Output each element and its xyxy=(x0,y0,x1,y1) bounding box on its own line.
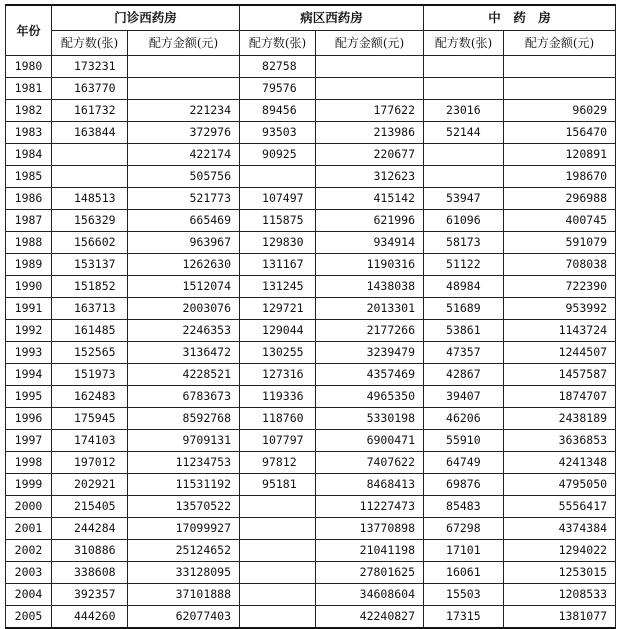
chinese-amount-cell: 198670 xyxy=(504,166,616,188)
chinese-amount-cell: 5556417 xyxy=(504,496,616,518)
table-header xyxy=(6,5,616,56)
year-cell: 1987 xyxy=(6,210,52,232)
ward-count-cell: 79576 xyxy=(240,78,316,100)
year-cell: 1989 xyxy=(6,254,52,276)
outpatient-amount-cell: 62077403 xyxy=(128,606,240,629)
outpatient-count-cell: 161732 xyxy=(52,100,128,122)
ward-amount-cell: 2177266 xyxy=(316,320,424,342)
chinese-amount-cell xyxy=(504,56,616,78)
year-cell: 1993 xyxy=(6,342,52,364)
outpatient-count-cell: 156329 xyxy=(52,210,128,232)
chinese-count-cell: 23016 xyxy=(424,100,504,122)
subheader-prescription-amount: 配方金额(元) xyxy=(128,31,240,56)
table-row xyxy=(6,474,616,496)
outpatient-amount-cell: 505756 xyxy=(128,166,240,188)
table-row xyxy=(6,232,616,254)
table-row xyxy=(6,364,616,386)
ward-amount-cell: 11227473 xyxy=(316,496,424,518)
outpatient-amount-cell: 9709131 xyxy=(128,430,240,452)
outpatient-amount-cell: 6783673 xyxy=(128,386,240,408)
outpatient-amount-cell: 221234 xyxy=(128,100,240,122)
chinese-amount-cell: 120891 xyxy=(504,144,616,166)
ward-amount-cell: 34608604 xyxy=(316,584,424,606)
table-row xyxy=(6,188,616,210)
outpatient-amount-cell: 372976 xyxy=(128,122,240,144)
chinese-amount-cell: 1294022 xyxy=(504,540,616,562)
outpatient-amount-cell: 422174 xyxy=(128,144,240,166)
outpatient-count-cell: 156602 xyxy=(52,232,128,254)
subheader-prescription-count: 配方数(张) xyxy=(52,31,128,56)
chinese-count-cell: 69876 xyxy=(424,474,504,496)
outpatient-count-cell: 202921 xyxy=(52,474,128,496)
ward-amount-cell: 934914 xyxy=(316,232,424,254)
chinese-amount-cell: 1244507 xyxy=(504,342,616,364)
subheader-prescription-amount: 配方金额(元) xyxy=(504,31,616,56)
table-row xyxy=(6,430,616,452)
outpatient-count-cell: 392357 xyxy=(52,584,128,606)
chinese-amount-cell: 296988 xyxy=(504,188,616,210)
year-cell: 2005 xyxy=(6,606,52,629)
chinese-count-cell: 58173 xyxy=(424,232,504,254)
outpatient-count-cell: 444260 xyxy=(52,606,128,629)
table-row xyxy=(6,342,616,364)
outpatient-amount-cell: 1512074 xyxy=(128,276,240,298)
chinese-amount-cell: 1457587 xyxy=(504,364,616,386)
year-cell: 1997 xyxy=(6,430,52,452)
outpatient-amount-cell: 963967 xyxy=(128,232,240,254)
chinese-amount-cell: 3636853 xyxy=(504,430,616,452)
chinese-amount-cell: 2438189 xyxy=(504,408,616,430)
outpatient-count-cell: 175945 xyxy=(52,408,128,430)
outpatient-amount-cell: 1262630 xyxy=(128,254,240,276)
ward-count-cell: 107497 xyxy=(240,188,316,210)
ward-amount-cell: 42240827 xyxy=(316,606,424,629)
outpatient-amount-cell: 2003076 xyxy=(128,298,240,320)
chinese-amount-cell: 708038 xyxy=(504,254,616,276)
outpatient-amount-cell: 521773 xyxy=(128,188,240,210)
outpatient-count-cell: 151973 xyxy=(52,364,128,386)
chinese-count-cell: 16061 xyxy=(424,562,504,584)
chinese-count-cell: 51689 xyxy=(424,298,504,320)
chinese-count-cell: 52144 xyxy=(424,122,504,144)
outpatient-count-cell: 244284 xyxy=(52,518,128,540)
ward-amount-cell: 6900471 xyxy=(316,430,424,452)
table-row xyxy=(6,320,616,342)
chinese-count-cell: 47357 xyxy=(424,342,504,364)
subheader-prescription-amount: 配方金额(元) xyxy=(316,31,424,56)
chinese-count-cell: 85483 xyxy=(424,496,504,518)
year-cell: 1995 xyxy=(6,386,52,408)
chinese-amount-cell: 4374384 xyxy=(504,518,616,540)
outpatient-amount-cell: 11531192 xyxy=(128,474,240,496)
group-header-chinese-medicine-pharmacy: 中 药 房 xyxy=(424,5,616,31)
ward-count-cell: 107797 xyxy=(240,430,316,452)
ward-count-cell: 131167 xyxy=(240,254,316,276)
chinese-count-cell xyxy=(424,78,504,100)
year-cell: 1991 xyxy=(6,298,52,320)
chinese-count-cell: 17315 xyxy=(424,606,504,629)
table-row xyxy=(6,386,616,408)
outpatient-count-cell xyxy=(52,166,128,188)
ward-count-cell: 90925 xyxy=(240,144,316,166)
prescription-statistics-table xyxy=(5,4,616,629)
ward-count-cell: 130255 xyxy=(240,342,316,364)
chinese-count-cell: 67298 xyxy=(424,518,504,540)
year-cell: 1990 xyxy=(6,276,52,298)
ward-amount-cell: 8468413 xyxy=(316,474,424,496)
chinese-amount-cell: 591079 xyxy=(504,232,616,254)
outpatient-count-cell: 161485 xyxy=(52,320,128,342)
table-row xyxy=(6,518,616,540)
ward-count-cell xyxy=(240,562,316,584)
group-header-outpatient-western-pharmacy: 门诊西药房 xyxy=(52,5,240,31)
chinese-count-cell: 46206 xyxy=(424,408,504,430)
year-cell: 2004 xyxy=(6,584,52,606)
chinese-amount-cell: 1208533 xyxy=(504,584,616,606)
subheader-prescription-count: 配方数(张) xyxy=(424,31,504,56)
outpatient-count-cell: 215405 xyxy=(52,496,128,518)
table-row xyxy=(6,452,616,474)
year-cell: 1982 xyxy=(6,100,52,122)
chinese-count-cell: 64749 xyxy=(424,452,504,474)
ward-amount-cell xyxy=(316,78,424,100)
chinese-count-cell: 15503 xyxy=(424,584,504,606)
ward-amount-cell: 3239479 xyxy=(316,342,424,364)
chinese-amount-cell: 1874707 xyxy=(504,386,616,408)
year-cell: 1994 xyxy=(6,364,52,386)
ward-count-cell: 89456 xyxy=(240,100,316,122)
chinese-count-cell xyxy=(424,166,504,188)
table-row xyxy=(6,56,616,78)
year-cell: 2000 xyxy=(6,496,52,518)
outpatient-amount-cell xyxy=(128,78,240,100)
outpatient-amount-cell: 8592768 xyxy=(128,408,240,430)
ward-amount-cell: 415142 xyxy=(316,188,424,210)
ward-amount-cell: 213986 xyxy=(316,122,424,144)
chinese-count-cell: 42867 xyxy=(424,364,504,386)
table-row xyxy=(6,298,616,320)
ward-count-cell xyxy=(240,496,316,518)
table-row xyxy=(6,584,616,606)
chinese-amount-cell: 156470 xyxy=(504,122,616,144)
outpatient-amount-cell xyxy=(128,56,240,78)
chinese-amount-cell: 1381077 xyxy=(504,606,616,629)
chinese-amount-cell: 4795050 xyxy=(504,474,616,496)
table-row xyxy=(6,540,616,562)
outpatient-count-cell xyxy=(52,144,128,166)
subheader-prescription-count: 配方数(张) xyxy=(240,31,316,56)
ward-amount-cell: 621996 xyxy=(316,210,424,232)
outpatient-count-cell: 338608 xyxy=(52,562,128,584)
outpatient-amount-cell: 11234753 xyxy=(128,452,240,474)
outpatient-amount-cell: 33128095 xyxy=(128,562,240,584)
ward-amount-cell: 21041198 xyxy=(316,540,424,562)
chinese-count-cell xyxy=(424,56,504,78)
outpatient-count-cell: 174103 xyxy=(52,430,128,452)
ward-count-cell xyxy=(240,518,316,540)
outpatient-count-cell: 148513 xyxy=(52,188,128,210)
chinese-amount-cell xyxy=(504,78,616,100)
outpatient-amount-cell: 665469 xyxy=(128,210,240,232)
header-row-subcolumns xyxy=(6,31,616,56)
year-cell: 1986 xyxy=(6,188,52,210)
chinese-count-cell: 17101 xyxy=(424,540,504,562)
ward-count-cell xyxy=(240,584,316,606)
year-cell: 1981 xyxy=(6,78,52,100)
ward-count-cell: 97812 xyxy=(240,452,316,474)
year-cell: 1984 xyxy=(6,144,52,166)
outpatient-count-cell: 162483 xyxy=(52,386,128,408)
chinese-amount-cell: 1143724 xyxy=(504,320,616,342)
ward-amount-cell: 1438038 xyxy=(316,276,424,298)
ward-amount-cell: 27801625 xyxy=(316,562,424,584)
ward-amount-cell: 2013301 xyxy=(316,298,424,320)
year-cell: 1992 xyxy=(6,320,52,342)
ward-count-cell: 127316 xyxy=(240,364,316,386)
ward-amount-cell: 312623 xyxy=(316,166,424,188)
outpatient-count-cell: 310886 xyxy=(52,540,128,562)
outpatient-amount-cell: 25124652 xyxy=(128,540,240,562)
header-row-groups xyxy=(6,5,616,31)
table-body xyxy=(6,56,616,629)
ward-count-cell: 129044 xyxy=(240,320,316,342)
ward-count-cell: 95181 xyxy=(240,474,316,496)
ward-amount-cell: 1190316 xyxy=(316,254,424,276)
outpatient-amount-cell: 3136472 xyxy=(128,342,240,364)
ward-amount-cell: 4965350 xyxy=(316,386,424,408)
year-cell: 2003 xyxy=(6,562,52,584)
ward-count-cell: 82758 xyxy=(240,56,316,78)
year-cell: 2002 xyxy=(6,540,52,562)
year-cell: 1988 xyxy=(6,232,52,254)
year-cell: 1983 xyxy=(6,122,52,144)
table-row xyxy=(6,78,616,100)
ward-amount-cell xyxy=(316,56,424,78)
year-cell: 1998 xyxy=(6,452,52,474)
chinese-amount-cell: 1253015 xyxy=(504,562,616,584)
table-row xyxy=(6,166,616,188)
chinese-count-cell: 39407 xyxy=(424,386,504,408)
ward-count-cell: 119336 xyxy=(240,386,316,408)
chinese-amount-cell: 400745 xyxy=(504,210,616,232)
ward-count-cell: 93503 xyxy=(240,122,316,144)
outpatient-count-cell: 152565 xyxy=(52,342,128,364)
ward-count-cell: 129721 xyxy=(240,298,316,320)
outpatient-amount-cell: 2246353 xyxy=(128,320,240,342)
outpatient-count-cell: 153137 xyxy=(52,254,128,276)
table-row xyxy=(6,562,616,584)
year-cell: 1985 xyxy=(6,166,52,188)
outpatient-amount-cell: 13570522 xyxy=(128,496,240,518)
chinese-amount-cell: 722390 xyxy=(504,276,616,298)
year-cell: 1996 xyxy=(6,408,52,430)
chinese-count-cell: 48984 xyxy=(424,276,504,298)
table-row xyxy=(6,122,616,144)
table-row xyxy=(6,276,616,298)
table-row xyxy=(6,496,616,518)
year-cell: 1999 xyxy=(6,474,52,496)
outpatient-count-cell: 173231 xyxy=(52,56,128,78)
ward-amount-cell: 5330198 xyxy=(316,408,424,430)
table-row xyxy=(6,210,616,232)
outpatient-count-cell: 163844 xyxy=(52,122,128,144)
ward-count-cell: 131245 xyxy=(240,276,316,298)
chinese-count-cell: 51122 xyxy=(424,254,504,276)
table-container xyxy=(5,4,615,629)
ward-count-cell: 129830 xyxy=(240,232,316,254)
outpatient-amount-cell: 37101888 xyxy=(128,584,240,606)
outpatient-count-cell: 197012 xyxy=(52,452,128,474)
chinese-count-cell xyxy=(424,144,504,166)
group-header-ward-western-pharmacy: 病区西药房 xyxy=(240,5,424,31)
ward-count-cell xyxy=(240,166,316,188)
chinese-count-cell: 55910 xyxy=(424,430,504,452)
chinese-amount-cell: 96029 xyxy=(504,100,616,122)
outpatient-amount-cell: 17099927 xyxy=(128,518,240,540)
table-row xyxy=(6,100,616,122)
outpatient-count-cell: 151852 xyxy=(52,276,128,298)
chinese-count-cell: 53947 xyxy=(424,188,504,210)
chinese-amount-cell: 953992 xyxy=(504,298,616,320)
year-cell: 2001 xyxy=(6,518,52,540)
table-row xyxy=(6,144,616,166)
table-row xyxy=(6,408,616,430)
outpatient-count-cell: 163713 xyxy=(52,298,128,320)
chinese-count-cell: 53861 xyxy=(424,320,504,342)
table-row xyxy=(6,254,616,276)
outpatient-amount-cell: 4228521 xyxy=(128,364,240,386)
ward-amount-cell: 7407622 xyxy=(316,452,424,474)
ward-count-cell xyxy=(240,540,316,562)
year-cell: 1980 xyxy=(6,56,52,78)
chinese-amount-cell: 4241348 xyxy=(504,452,616,474)
year-column-header: 年份 xyxy=(6,5,52,56)
ward-amount-cell: 13770898 xyxy=(316,518,424,540)
ward-amount-cell: 220677 xyxy=(316,144,424,166)
ward-count-cell: 115875 xyxy=(240,210,316,232)
ward-amount-cell: 177622 xyxy=(316,100,424,122)
ward-amount-cell: 4357469 xyxy=(316,364,424,386)
ward-count-cell: 118760 xyxy=(240,408,316,430)
chinese-count-cell: 61096 xyxy=(424,210,504,232)
outpatient-count-cell: 163770 xyxy=(52,78,128,100)
